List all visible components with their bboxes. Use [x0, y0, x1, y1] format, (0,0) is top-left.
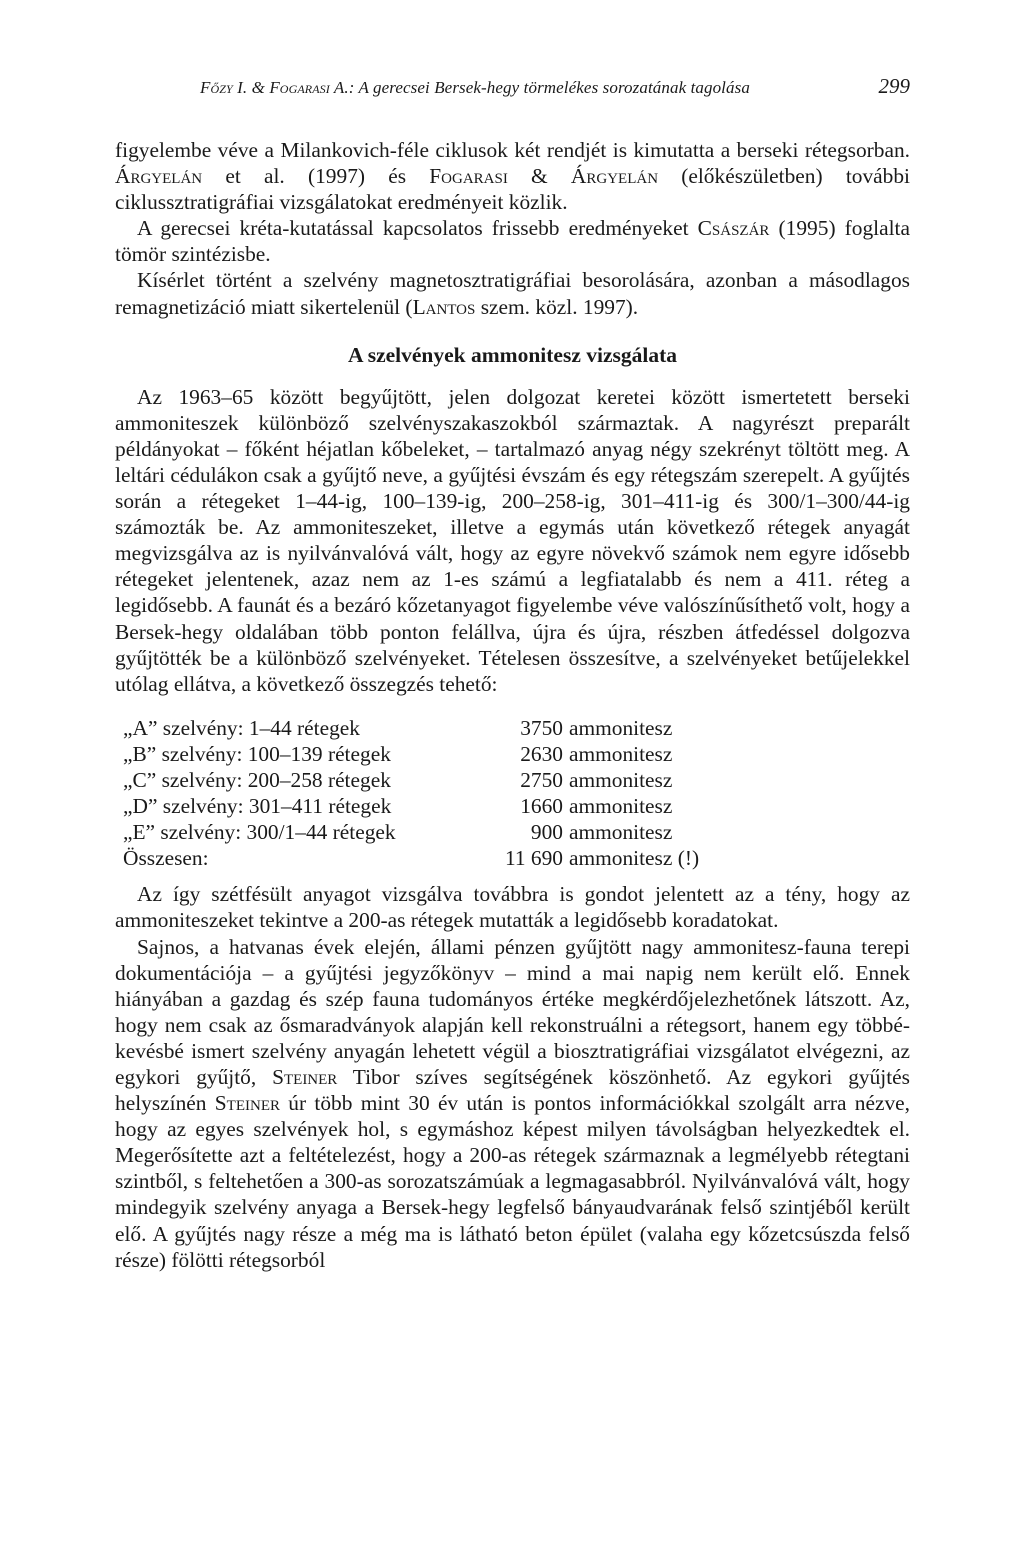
table-row [123, 767, 699, 793]
author-name: Árgyelán [115, 164, 203, 189]
text-run: & [507, 164, 571, 189]
ammonite-count: 1660 [520, 794, 563, 819]
section-title: A szelvények ammonitesz vizsgálata [347, 342, 678, 367]
ammonite-count: 2630 [520, 741, 563, 766]
table-row [123, 819, 699, 845]
author-name: Fogarasi [429, 164, 508, 189]
author-name: Árgyelán [570, 164, 659, 189]
text-run: A gerecsei kréta-kutatással kapcsolatos frissebb eredményeket [137, 216, 698, 241]
total-label: Összesen: [123, 846, 209, 871]
paragraph-1 [115, 137, 910, 215]
running-title: : A gerecsei Bersek-hegy törmelékes sorozatának tagolása [348, 78, 750, 97]
text-run: (1995) foglalta tömör szintézisbe. [115, 216, 910, 267]
total-unit: ammonitesz (!) [569, 846, 700, 871]
paragraph-3 [115, 267, 910, 319]
author-name: Lantos [412, 294, 476, 319]
count-unit: ammonitesz [569, 820, 673, 845]
section-label: „E” szelvény: 300/1–44 rétegek [123, 820, 396, 845]
person-name: Steiner [214, 1091, 280, 1116]
text-run: úr több mint 30 év után is pontos információkkal szolgált arra nézve, hogy az egyes szelvények hol, s egymáshoz képest milyen távolságban helyezkedtek el. Megerősítette azt a feltételezést, hogy a 200-as rétegek származnak a legmélyebb rétegtani szintből, s feltehetően a 300-as sorozatszámúak a legmagasabbról. Nyilvánvalóvá vált, hogy mindegyik szelvény anyaga a Bersek-hegy legfelső bányaudvarának felső szintjéből került elő. A gyűjtés nagy része a még ma is látható beton épület (valaha egy kőzetcsúszda felső része) fölötti rétegsorból [115, 1091, 911, 1272]
count-unit: ammonitesz [569, 767, 673, 792]
paragraph-5: Az így szétfésült anyagot vizsgálva továbbra is gondot jelentett az a tény, hogy az ammoniteszeket tekintve a 200-as rétegek mutatták a legidősebb koradatokat. [115, 882, 910, 933]
total-count: 11 690 [504, 846, 563, 871]
table-row [123, 741, 699, 767]
author-2: Fogarasi A. [269, 78, 349, 97]
ammonite-count: 3750 [520, 715, 563, 740]
text-run: figyelembe véve a Milankovich-féle ciklusok két rendjét is kimutatta a berseki rétegsorban. [115, 138, 910, 162]
section-label: „A” szelvény: 1–44 rétegek [123, 715, 360, 740]
count-unit: ammonitesz [569, 715, 673, 740]
count-unit: ammonitesz [569, 794, 673, 819]
ammonite-count: 2750 [520, 767, 563, 792]
text-run: Kísérlet történt a szelvény magnetosztratigráfiai besorolására, azonban a másodlagos remagnetizáció miatt sikertelenül ( [115, 268, 910, 319]
summary-table [123, 715, 699, 872]
author-name: Császár [697, 216, 770, 241]
body-text [115, 137, 910, 1273]
paragraph-4: Az 1963–65 között begyűjtött, jelen dolgozat keretei között ismertetett berseki ammoniteszek különböző szelvényszakaszokból származtak. A nagyrészt preparált példányokat – főként héjatlan kőbeleket, – tartalmazó anyag négy szekrényt töltött meg. A leltári cédulákon csak a gyűjtő neve, a gyűjtési évszám és egy rétegszám szerepelt. A gyűjtés során a rétegeket 1–44-ig, 100–139-ig, 200–258-ig, 301–411-ig és 300/1–300/44-ig számozták be. Az ammoniteszeket, illetve a egymás után következő rétegek anyagát megvizsgálva az is nyilvánvalóvá vált, hogy az egyre növekvő számok nem egyre idősebb rétegeket jelentenek, azaz nem az 1-es számú a legfiatalabb és nem a 411. réteg a legidősebb. A faunát és a bezáró kőzetanyagot figyelembe véve valószínűsíthető volt, hogy a Bersek-hegy oldalában több ponton felállva, újra és újra, részben átfedéssel dolgozva gyűjtötték be a különböző szelvényeket. Tételesen összesítve, a szelvényeket betűjelekkel utólag ellátva, a következő összegzés tehető: [115, 384, 910, 696]
table-row-total [123, 845, 699, 871]
count-unit: ammonitesz [569, 741, 673, 766]
table-row [123, 715, 699, 741]
text-run: Tibor szíves segítségének köszönhető. Az egykori gyűjtés helyszínén [115, 1065, 910, 1116]
person-name: Steiner [272, 1065, 338, 1089]
running-header [115, 70, 910, 110]
section-label: „D” szelvény: 301–411 rétegek [123, 794, 392, 819]
paragraph-2 [115, 215, 910, 267]
section-label: „B” szelvény: 100–139 rétegek [123, 741, 391, 766]
page-number: 299 [878, 74, 910, 98]
text-run: Sajnos, a hatvanas évek elején, állami pénzen gyűjtött nagy ammonitesz-fauna terepi dokumentációja – a gyűjtési jegyzőkönyv – mind a mai napig nem került elő. Ennek hiányában a gazdag és szép fauna tudományos értéke megkérdőjelezhetőnek látszott. Az, hogy nem csak az ősmaradványok alapján kell rekonstruálni a rétegsort, hanem egy többé-kevésbé ismert szelvény anyagán lehetett végül a biosztratigráfiai vizsgálatot elvégezni, az egykori gyűjtő, [115, 934, 910, 1089]
text-run: szem. közl. 1997). [475, 294, 639, 319]
text-run: et al. (1997) és [202, 164, 430, 189]
section-label: „C” szelvény: 200–258 rétegek [123, 767, 391, 792]
ampersand: & [251, 78, 265, 97]
author-1: Főzy I. [200, 78, 248, 97]
running-head [200, 78, 750, 98]
paragraph-6 [115, 934, 910, 1273]
ammonite-count: 900 [530, 820, 563, 845]
text-run: (előkészületben) további ciklussztratigráfiai vizsgálatokat eredményeit közlik. [115, 164, 910, 215]
table-row [123, 793, 699, 819]
